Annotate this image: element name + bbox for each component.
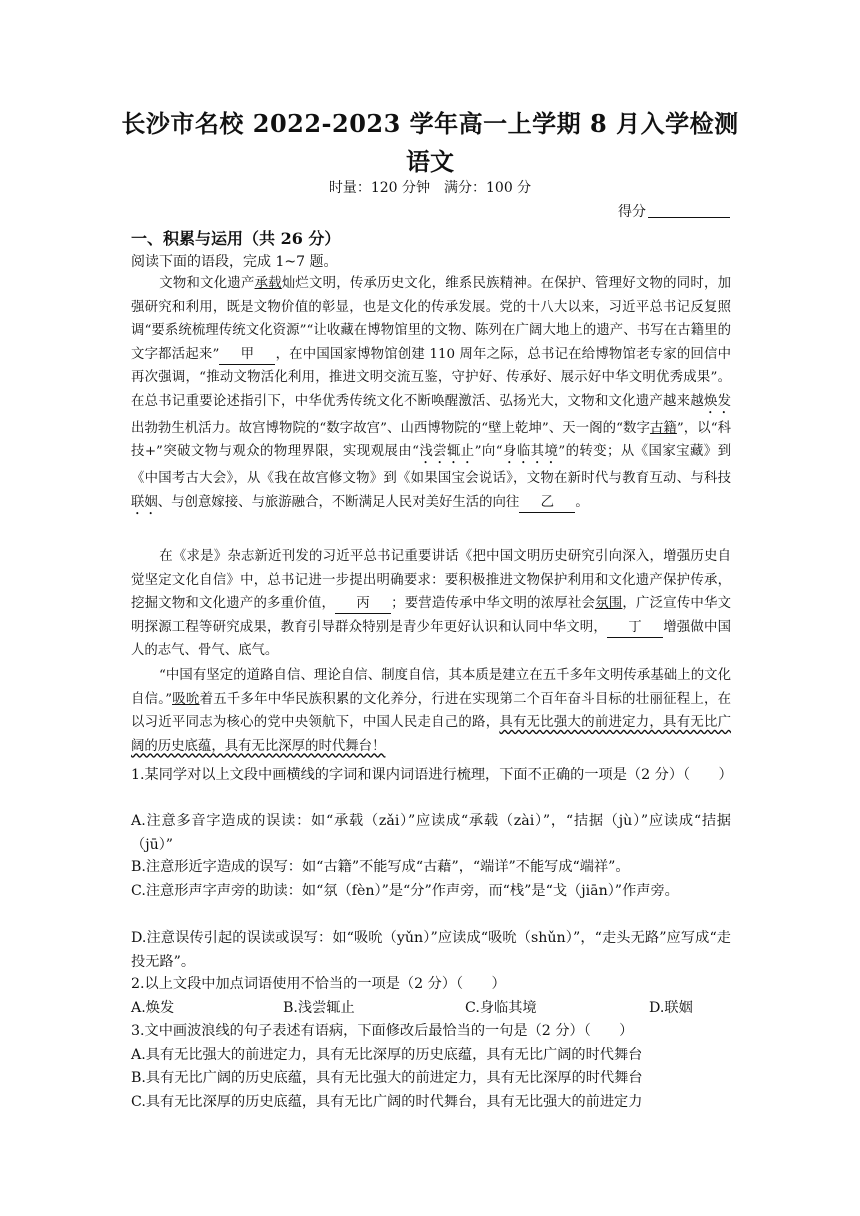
question-1-option-b: B.注意形近字造成的误写：如“古籍”不能写成“古藉”，“端详”不能写成“端祥”。 (131, 859, 630, 875)
text: 文物和文化遗产 (159, 276, 255, 291)
question-2: 2.以上文段中加点词语使用不恰当的一项是（2 分）（ ） (131, 976, 506, 992)
dotted-word: 焕发 (703, 393, 732, 409)
question-2-option-c: C.身临其境 (465, 1000, 537, 1016)
text: ，在中国国家博物馆创建 110 周年之际，总书记在给博物馆老专家的回信中再次强调，“推动文物活化利用，推进文明交流互鉴，守护好、传承好、展示好中华文明优秀成果”。在总书记重要论述指引下，中华优秀传统文化不断唤醒激活、弘扬光大，文物和文化遗产越来越 (131, 346, 731, 409)
blank-jia: 甲 (219, 346, 275, 365)
score-blank (648, 203, 730, 218)
dotted-word: 浅尝辄止 (418, 444, 475, 459)
subject-title: 语文 (406, 147, 454, 176)
page-title: 长沙市名校 2022-2023 学年高一上学期 8 月入学检测 (121, 109, 739, 138)
text: 。 (575, 494, 589, 510)
text: ；要营造传承中华文明的浓厚社会 (391, 596, 596, 611)
question-1-option-d: D.注意误传引起的误读或误写：如“吸吮（yǔn）”应读成“吸吮（shǔn）”，“走头无路”应写成“走投无路”。 (131, 930, 731, 970)
dotted-word: 身临其境 (502, 444, 559, 459)
blank-bing: 丙 (335, 595, 391, 614)
question-3: 3.文中画波浪线的句子表述有语病，下面修改后最恰当的一句是（2 分）（ ） (131, 1023, 634, 1039)
text: “中国有坚定的道路自信、理论自信、制度自信，其本质是建立在五千多年文明传承基础上的文化自信。” (131, 668, 731, 707)
question-3-option-b: B.具有无比广阔的历史底蕴，具有无比强大的前进定力，具有无比深厚的时代舞台 (131, 1070, 643, 1086)
wavy-underlined-sentence: 具有无比强大的前进定力，具有无比广阔的历史底蕴，具有无比深厚的时代舞台！ (131, 715, 732, 754)
blank-yi: 乙 (519, 494, 575, 513)
passage-paragraph-1 (131, 272, 731, 518)
text: ”向“ (474, 444, 503, 459)
text: 在《求是》杂志新近刊发的习近平总书记重要讲话《把中国文明历史研究引向深入，增强历史自觉坚定文化自信》中，总书记进一步提出明确要求：要积极推进文物保护利用和文化遗产保护传承，挖掘文物和文化遗产的多重价值， (131, 549, 731, 611)
section-intro: 阅读下面的语段，完成 1~7 题。 (131, 254, 338, 270)
blank-ding: 丁 (607, 619, 663, 638)
passage-paragraph-2 (131, 545, 731, 663)
dotted-word: 联姻 (131, 494, 158, 510)
underlined-word: 氛围 (595, 596, 623, 611)
question-2-option-b: B.浅尝辄止 (283, 1000, 355, 1016)
text: ”的转变；从《国家宝藏》到《中国考古大会》，从《我在故宫修文物》到《如果国宝会说话》，文物在新时代与教育互动、与科技 (131, 444, 731, 486)
question-3-option-a: A.具有无比强大的前进定力，具有无比深厚的历史底蕴，具有无比广阔的时代舞台 (131, 1047, 643, 1063)
question-3-option-c: C.具有无比深厚的历史底蕴，具有无比广阔的时代舞台，具有无比强大的前进定力 (131, 1094, 643, 1110)
section-heading: 一、积累与运用（共 26 分） (131, 229, 341, 248)
question-1-option-a: A.注意多音字造成的误读：如“承载（zǎi）”应读成“承载（zài）”，“拮据（jù）”应读成“拮据（jū）” (131, 813, 731, 853)
text: 出勃勃生机活力。故宫博物院的“数字故宫”、山西博物院的“壁上乾坤”、天一阁的“数字 (131, 420, 650, 436)
score-label: 得分 (618, 204, 646, 220)
question-2-option-a: A.焕发 (131, 1000, 175, 1016)
question-2-options (131, 997, 731, 1017)
text: 灿烂文明，传承历史文化，维系民族精神。在保护、管理好文物的同时，加强研究和利用，既是文物价值的彰显，也是文化的传承发展。党的十八大以来，习近平总书记反复照调“要系统梳理传统文化资源”“让收藏在博物馆里的文物、陈列在广阔大地上的遗产、书写在古籍里的文字都活起来” (131, 276, 732, 362)
score-field (618, 201, 730, 221)
text: ”，以“科技+”突破文物与观众的物理界限，实现观展由“ (131, 420, 731, 459)
exam-meta: 时量：120 分钟 满分：100 分 (328, 180, 532, 196)
underlined-word: 古籍 (649, 420, 677, 436)
text: 增强做中国人的志气、骨气、底气。 (131, 619, 731, 658)
question-1: 1.某同学对以上文段中画横线的字词和课内词语进行梳理，下面不正确的一项是（2 分）（ ） (131, 767, 733, 783)
underlined-word: 承载 (254, 276, 282, 291)
text: 着五千多年中华民族积累的文化养分，行进在实现第二个百年奋斗目标的壮丽征程上，在以习近平同志为核心的党中央领航下，中国人民走自己的路， (131, 691, 731, 730)
passage-paragraph-3 (131, 664, 731, 758)
underlined-word: 吸吮 (172, 691, 200, 707)
question-2-option-d: D.联姻 (649, 1000, 693, 1016)
text: 、与创意嫁接、与旅游融合，不断满足人民对美好生活的向往 (157, 494, 520, 510)
question-1-option-c: C.注意形声字声旁的助读：如“氛（fèn）”是“分”作声旁，而“栈”是“戈（jiān）”作声旁。 (131, 883, 679, 899)
text: ，广泛宣传中华文明探源工程等研究成果，教育引导群众特别是青少年更好认识和认同中华文明， (131, 596, 732, 635)
